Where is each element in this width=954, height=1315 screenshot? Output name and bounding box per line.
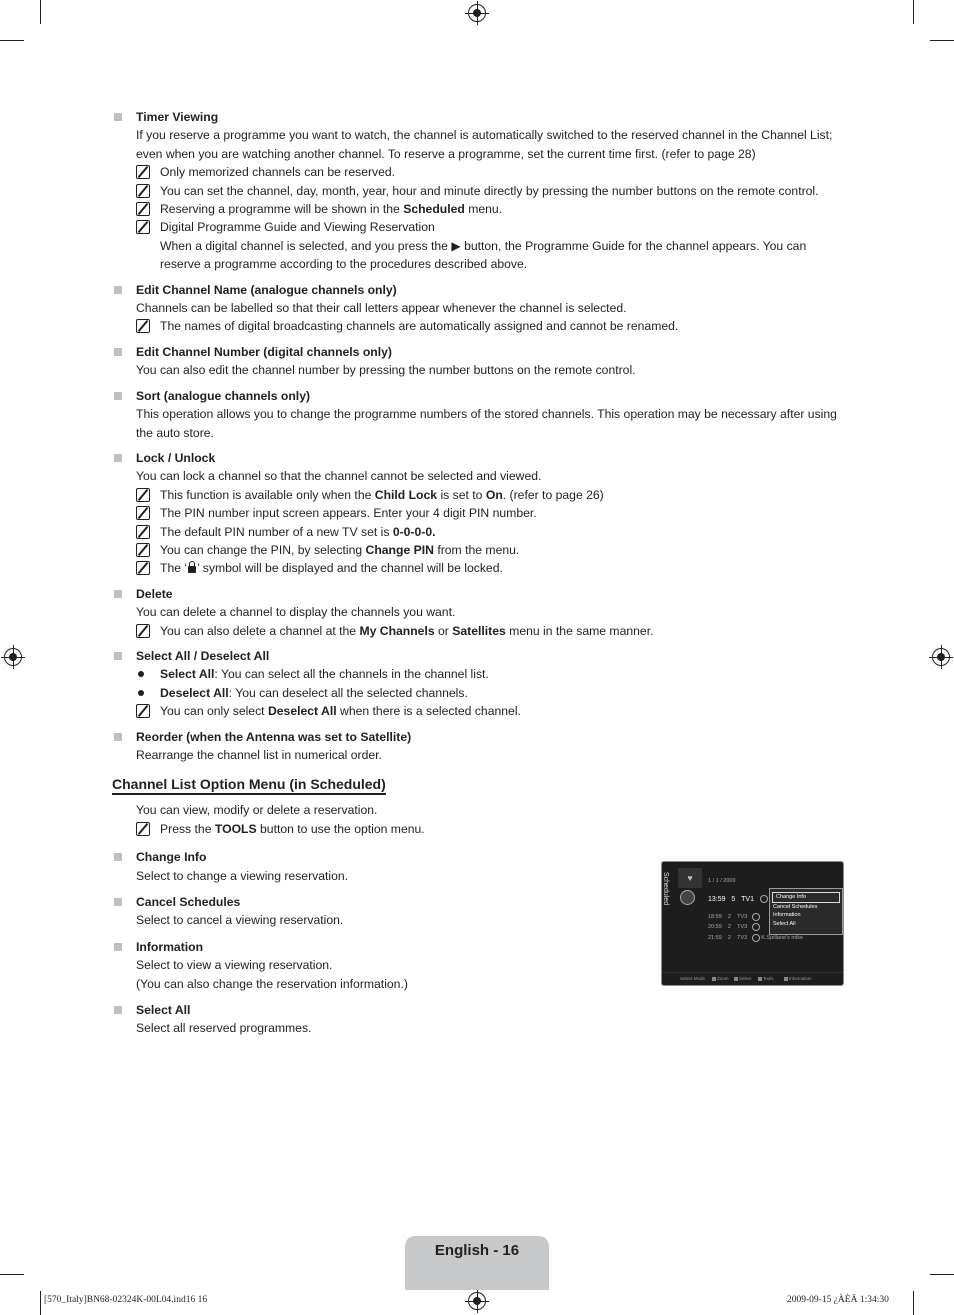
note-item: You can only select Deselect All when there is a selected channel. [112, 702, 842, 720]
page-number: English - 16 [434, 1242, 520, 1259]
note-icon [136, 822, 150, 836]
note-icon [136, 506, 150, 520]
section-reorder [112, 728, 842, 765]
square-bullet-icon [114, 348, 122, 356]
section-title: Select All / Deselect All [136, 648, 270, 663]
menu-item-information[interactable]: Information [773, 912, 801, 918]
square-bullet-icon [114, 392, 122, 400]
clock-icon [752, 923, 760, 931]
square-bullet-icon [114, 286, 122, 294]
section-body: Channels can be labelled so that their call letters appear whenever the channel is selected. [136, 301, 627, 316]
menu-item-select-all[interactable]: Select All [773, 920, 796, 927]
crop-mark [0, 1274, 24, 1275]
note-icon [136, 165, 150, 179]
section-title: Change Info [136, 850, 207, 865]
button-icon [734, 977, 738, 981]
tv-screen-illustration [661, 861, 844, 986]
lock-icon [188, 566, 196, 573]
section-body: You can delete a channel to display the channels you want. [136, 605, 456, 620]
schedule-row[interactable]: 18:59 2 TV3 [708, 912, 760, 922]
registration-mark-icon [468, 1292, 486, 1310]
section-timer-viewing [112, 108, 842, 274]
note-icon [136, 488, 150, 502]
square-bullet-icon [114, 652, 122, 660]
heart-icon: ♥ [678, 868, 702, 888]
square-bullet-icon [114, 853, 122, 861]
note-item: You can set the channel, day, month, year, hour and minute directly by pressing the number buttons on the remote control. [112, 182, 842, 200]
bullet-item: Select All: You can select all the channels in the channel list. [112, 665, 842, 683]
section-body: You can lock a channel so that the channel cannot be selected and viewed. [136, 469, 542, 484]
button-icon [712, 977, 716, 981]
section-body: Select to cancel a viewing reservation. [136, 913, 344, 928]
note-icon [136, 704, 150, 718]
crop-mark [930, 40, 954, 41]
clock-icon [752, 913, 760, 921]
section-title: Timer Viewing [136, 110, 219, 124]
menu-item-change-info[interactable]: Change Info [772, 892, 840, 903]
crop-mark [913, 0, 914, 24]
print-slug-right: 2009-09-15 ¿ÀÈÄ 1:34:30 [787, 1295, 889, 1305]
note-icon [136, 202, 150, 216]
subheading [112, 774, 842, 801]
note-item: This function is available only when the Child Lock is set to On. (refer to page 26) [112, 486, 842, 504]
crop-mark [40, 0, 41, 24]
registration-mark-icon [932, 648, 950, 666]
note-item: The names of digital broadcasting channels are automatically assigned and cannot be renamed. [112, 317, 842, 335]
option-menu-popup [769, 888, 843, 935]
crop-mark [913, 1291, 914, 1315]
note-icon [136, 319, 150, 333]
section-select-all [112, 647, 842, 721]
clock-icon [752, 934, 760, 942]
note-item: Reserving a programme will be shown in the Scheduled menu. [112, 200, 842, 218]
note-item: The PIN number input screen appears. Enter your 4 digit PIN number. [112, 504, 842, 522]
section-body: You can also edit the channel number by pressing the number buttons on the remote control. [136, 363, 636, 378]
note-item: The ‘ ’ symbol will be displayed and the channel will be locked. [112, 559, 842, 577]
subheading-title: Channel List Option Menu (in Scheduled) [112, 776, 386, 795]
section-edit-channel-name [112, 281, 842, 336]
square-bullet-icon [114, 1006, 122, 1014]
side-tab: Scheduled [662, 872, 669, 906]
section-title: Lock / Unlock [136, 450, 216, 465]
schedule-date: 1 / 1 / 2009 [708, 878, 736, 884]
clock-icon [760, 895, 768, 903]
square-bullet-icon [114, 590, 122, 598]
screen-footer: Select Mode Zoom Select Tools Information [662, 972, 843, 985]
note-item: You can also delete a channel at the My Channels or Satellites menu in the same manner. [112, 622, 842, 640]
registration-mark-icon [4, 648, 22, 666]
section-sort [112, 387, 842, 442]
clock-icon [680, 890, 695, 905]
square-bullet-icon [114, 454, 122, 462]
section-title: Sort (analogue channels only) [136, 388, 311, 403]
section-body: Select to change a viewing reservation. [136, 868, 349, 883]
crop-mark [40, 1291, 41, 1315]
note-item: Digital Programme Guide and Viewing Reservation [112, 218, 842, 236]
note-item: Only memorized channels can be reserved. [112, 163, 842, 181]
section-body: Rearrange the channel list in numerical order. [136, 748, 382, 762]
section-body: Select to view a viewing reservation. [136, 958, 333, 973]
page-number-box [405, 1236, 549, 1290]
square-bullet-icon [114, 733, 122, 741]
schedule-row[interactable]: 20:59 2 TV3 [708, 922, 760, 932]
section-body: Select all reserved programmes. [136, 1021, 312, 1036]
note-item: You can change the PIN, by selecting Change PIN from the menu. [112, 541, 842, 559]
note-icon [136, 624, 150, 638]
note-item: Press the TOOLS button to use the option menu. [112, 820, 842, 838]
section-title: Edit Channel Number (digital channels only) [136, 344, 392, 359]
section-edit-channel-number [112, 343, 842, 380]
crop-mark [0, 40, 24, 41]
section-body: (You can also change the reservation information.) [136, 976, 408, 991]
section-body: You can view, modify or delete a reservation. [136, 803, 378, 818]
bullet-item: Deselect All: You can deselect all the selected channels. [112, 684, 842, 702]
option-select-all [112, 1001, 842, 1038]
selected-row[interactable]: 13:59 5 TV1 [708, 895, 768, 905]
note-item: The default PIN number of a new TV set is 0-0-0-0. [112, 523, 842, 541]
print-slug-left: [570_Italy]BN68-02324K-00L04.ind16 16 [44, 1295, 208, 1305]
note-subtext: When a digital channel is selected, and you press the ▶ button, the Programme Guide for the channel appears. You can reserve a programme according to the procedures described above. [160, 238, 807, 272]
section-title: Cancel Schedules [136, 895, 241, 910]
section-delete [112, 585, 842, 640]
square-bullet-icon [114, 898, 122, 906]
section-title: Edit Channel Name (analogue channels only) [136, 282, 397, 297]
note-icon [136, 220, 150, 234]
note-icon [136, 184, 150, 198]
section-intro [112, 801, 842, 838]
menu-item-cancel-schedules[interactable]: Cancel Schedules [773, 903, 818, 910]
note-icon [136, 561, 150, 575]
section-lock-unlock [112, 449, 842, 578]
section-body: If you reserve a programme you want to watch, the channel is automatically switched to the reserved channel in the Channel List; even when you are watching another channel. To reserve a programme, set the current time first. (refer to page 28) [136, 128, 833, 161]
section-title: Information [136, 939, 204, 954]
section-body: This operation allows you to change the programme numbers of the stored channels. This operation may be necessary after using the auto store. [136, 407, 837, 440]
square-bullet-icon [114, 943, 122, 951]
crop-mark [930, 1274, 954, 1275]
registration-mark-icon [468, 4, 486, 22]
section-title: Delete [136, 586, 173, 601]
note-icon [136, 543, 150, 557]
section-title: Reorder (when the Antenna was set to Satellite) [136, 729, 412, 744]
tools-icon [758, 977, 762, 981]
square-bullet-icon [114, 113, 122, 121]
section-title: Select All [136, 1003, 191, 1018]
schedule-row[interactable]: 21:59 2 TV3 K.Spillane's mike [708, 935, 804, 941]
note-icon [136, 525, 150, 539]
info-icon [784, 977, 788, 981]
